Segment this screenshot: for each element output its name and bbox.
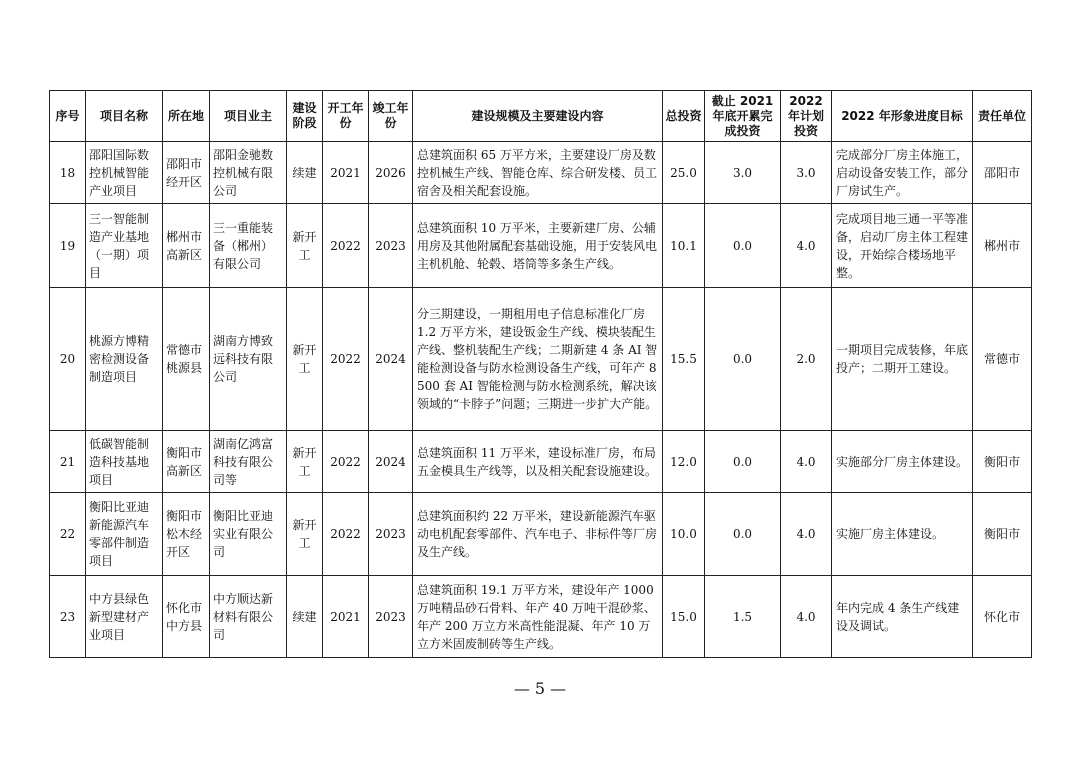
cell-total: 12.0	[663, 431, 705, 493]
project-table-container	[49, 90, 1031, 658]
cell-unit: 常德市	[973, 288, 1032, 431]
cell-name: 中方县绿色新型建材产业项目	[86, 576, 163, 658]
header-seq: 序号	[50, 91, 86, 142]
cell-seq: 21	[50, 431, 86, 493]
cell-seq: 22	[50, 493, 86, 576]
cell-seq: 20	[50, 288, 86, 431]
cell-plan2022: 4.0	[781, 204, 832, 288]
cell-goal2022: 完成部分厂房主体施工，启动设备安装工作，部分厂房试生产。	[832, 142, 973, 204]
header-start: 开工年份	[323, 91, 369, 142]
cell-start: 2022	[323, 204, 369, 288]
cell-end: 2024	[369, 288, 413, 431]
table-row	[50, 493, 1032, 576]
cell-stage: 新开工	[287, 288, 323, 431]
cell-total: 10.1	[663, 204, 705, 288]
cell-goal2022: 一期项目完成装修，年底投产；二期开工建设。	[832, 288, 973, 431]
cell-start: 2022	[323, 493, 369, 576]
cell-goal2022: 年内完成 4 条生产线建设及调试。	[832, 576, 973, 658]
cell-location: 郴州市高新区	[163, 204, 210, 288]
header-name: 项目名称	[86, 91, 163, 142]
cell-end: 2023	[369, 204, 413, 288]
header-content: 建设规模及主要建设内容	[413, 91, 663, 142]
header-total: 总投资	[663, 91, 705, 142]
cell-stage: 续建	[287, 142, 323, 204]
header-owner: 项目业主	[210, 91, 287, 142]
header-end: 竣工年份	[369, 91, 413, 142]
cell-content: 总建筑面积 19.1 万平方米，建设年产 1000 万吨精品砂石骨料、年产 40 万吨干混砂浆、年产 200 万立方米高性能混凝、年产 10 万立方米固废制砖等生产线。	[413, 576, 663, 658]
cell-unit: 衡阳市	[973, 493, 1032, 576]
cell-cum2021: 0.0	[705, 431, 781, 493]
cell-plan2022: 4.0	[781, 493, 832, 576]
cell-name: 桃源方博精密检测设备制造项目	[86, 288, 163, 431]
cell-stage: 新开工	[287, 204, 323, 288]
cell-location: 常德市桃源县	[163, 288, 210, 431]
cell-end: 2026	[369, 142, 413, 204]
cell-cum2021: 3.0	[705, 142, 781, 204]
cell-plan2022: 3.0	[781, 142, 832, 204]
cell-content: 总建筑面积 65 万平方米，主要建设厂房及数控机械生产线、智能仓库、综合研发楼、员工宿舍及相关配套设施。	[413, 142, 663, 204]
cell-total: 25.0	[663, 142, 705, 204]
cell-seq: 23	[50, 576, 86, 658]
cell-seq: 19	[50, 204, 86, 288]
cell-cum2021: 0.0	[705, 204, 781, 288]
table-row	[50, 431, 1032, 493]
cell-stage: 续建	[287, 576, 323, 658]
cell-end: 2023	[369, 493, 413, 576]
page-number: — 5 —	[513, 679, 567, 698]
cell-content: 总建筑面积 10 万平米，主要新建厂房、公辅用房及其他附属配套基础设施，用于安装风电主机机舱、轮毂、塔筒等多条生产线。	[413, 204, 663, 288]
cell-name: 三一智能制造产业基地（一期）项目	[86, 204, 163, 288]
project-table	[49, 90, 1032, 658]
cell-location: 邵阳市经开区	[163, 142, 210, 204]
table-row	[50, 576, 1032, 658]
cell-name: 衡阳比亚迪新能源汽车零部件制造项目	[86, 493, 163, 576]
cell-seq: 18	[50, 142, 86, 204]
cell-name: 邵阳国际数控机械智能产业项目	[86, 142, 163, 204]
cell-start: 2021	[323, 142, 369, 204]
cell-owner: 湖南亿鸿富科技有限公司等	[210, 431, 287, 493]
cell-location: 怀化市中方县	[163, 576, 210, 658]
cell-cum2021: 0.0	[705, 493, 781, 576]
cell-total: 10.0	[663, 493, 705, 576]
header-unit: 责任单位	[973, 91, 1032, 142]
cell-name: 低碳智能制造科技基地项目	[86, 431, 163, 493]
table-row	[50, 142, 1032, 204]
cell-content: 总建筑面积约 22 万平米，建设新能源汽车驱动电机配套零部件、汽车电子、非标件等厂房及生产线。	[413, 493, 663, 576]
cell-owner: 衡阳比亚迪实业有限公司	[210, 493, 287, 576]
cell-owner: 湖南方博致远科技有限公司	[210, 288, 287, 431]
cell-goal2022: 实施厂房主体建设。	[832, 493, 973, 576]
cell-cum2021: 1.5	[705, 576, 781, 658]
cell-unit: 邵阳市	[973, 142, 1032, 204]
cell-location: 衡阳市高新区	[163, 431, 210, 493]
cell-stage: 新开工	[287, 431, 323, 493]
cell-owner: 邵阳金驰数控机械有限公司	[210, 142, 287, 204]
header-cum2021: 截止 2021 年底开累完成投资	[705, 91, 781, 142]
cell-unit: 郴州市	[973, 204, 1032, 288]
cell-location: 衡阳市松木经开区	[163, 493, 210, 576]
cell-start: 2022	[323, 288, 369, 431]
cell-owner: 三一重能装备（郴州）有限公司	[210, 204, 287, 288]
header-plan2022: 2022 年计划投资	[781, 91, 832, 142]
cell-goal2022: 实施部分厂房主体建设。	[832, 431, 973, 493]
cell-owner: 中方顺达新材料有限公司	[210, 576, 287, 658]
header-row	[50, 91, 1032, 142]
cell-end: 2023	[369, 576, 413, 658]
header-location: 所在地	[163, 91, 210, 142]
header-goal2022: 2022 年形象进度目标	[832, 91, 973, 142]
cell-unit: 衡阳市	[973, 431, 1032, 493]
table-row	[50, 288, 1032, 431]
table-row	[50, 204, 1032, 288]
cell-stage: 新开工	[287, 493, 323, 576]
cell-plan2022: 4.0	[781, 431, 832, 493]
cell-content: 分三期建设，一期租用电子信息标准化厂房 1.2 万平方米，建设钣金生产线、模块装配生产线、整机装配生产线；二期新建 4 条 AI 智能检测设备与防水检测设备生产线，可年产 8500 套 AI 智能检测与防水检测系统，解决该领域的“卡脖子”问题；三期进一步扩大产能。	[413, 288, 663, 431]
cell-goal2022: 完成项目地三通一平等准备，启动厂房主体工程建设，开始综合楼场地平整。	[832, 204, 973, 288]
cell-start: 2021	[323, 576, 369, 658]
cell-unit: 怀化市	[973, 576, 1032, 658]
header-stage: 建设阶段	[287, 91, 323, 142]
cell-plan2022: 2.0	[781, 288, 832, 431]
cell-content: 总建筑面积 11 万平米，建设标准厂房，布局五金模具生产线等，以及相关配套设施建设。	[413, 431, 663, 493]
cell-start: 2022	[323, 431, 369, 493]
cell-cum2021: 0.0	[705, 288, 781, 431]
cell-plan2022: 4.0	[781, 576, 832, 658]
cell-total: 15.5	[663, 288, 705, 431]
cell-total: 15.0	[663, 576, 705, 658]
cell-end: 2024	[369, 431, 413, 493]
